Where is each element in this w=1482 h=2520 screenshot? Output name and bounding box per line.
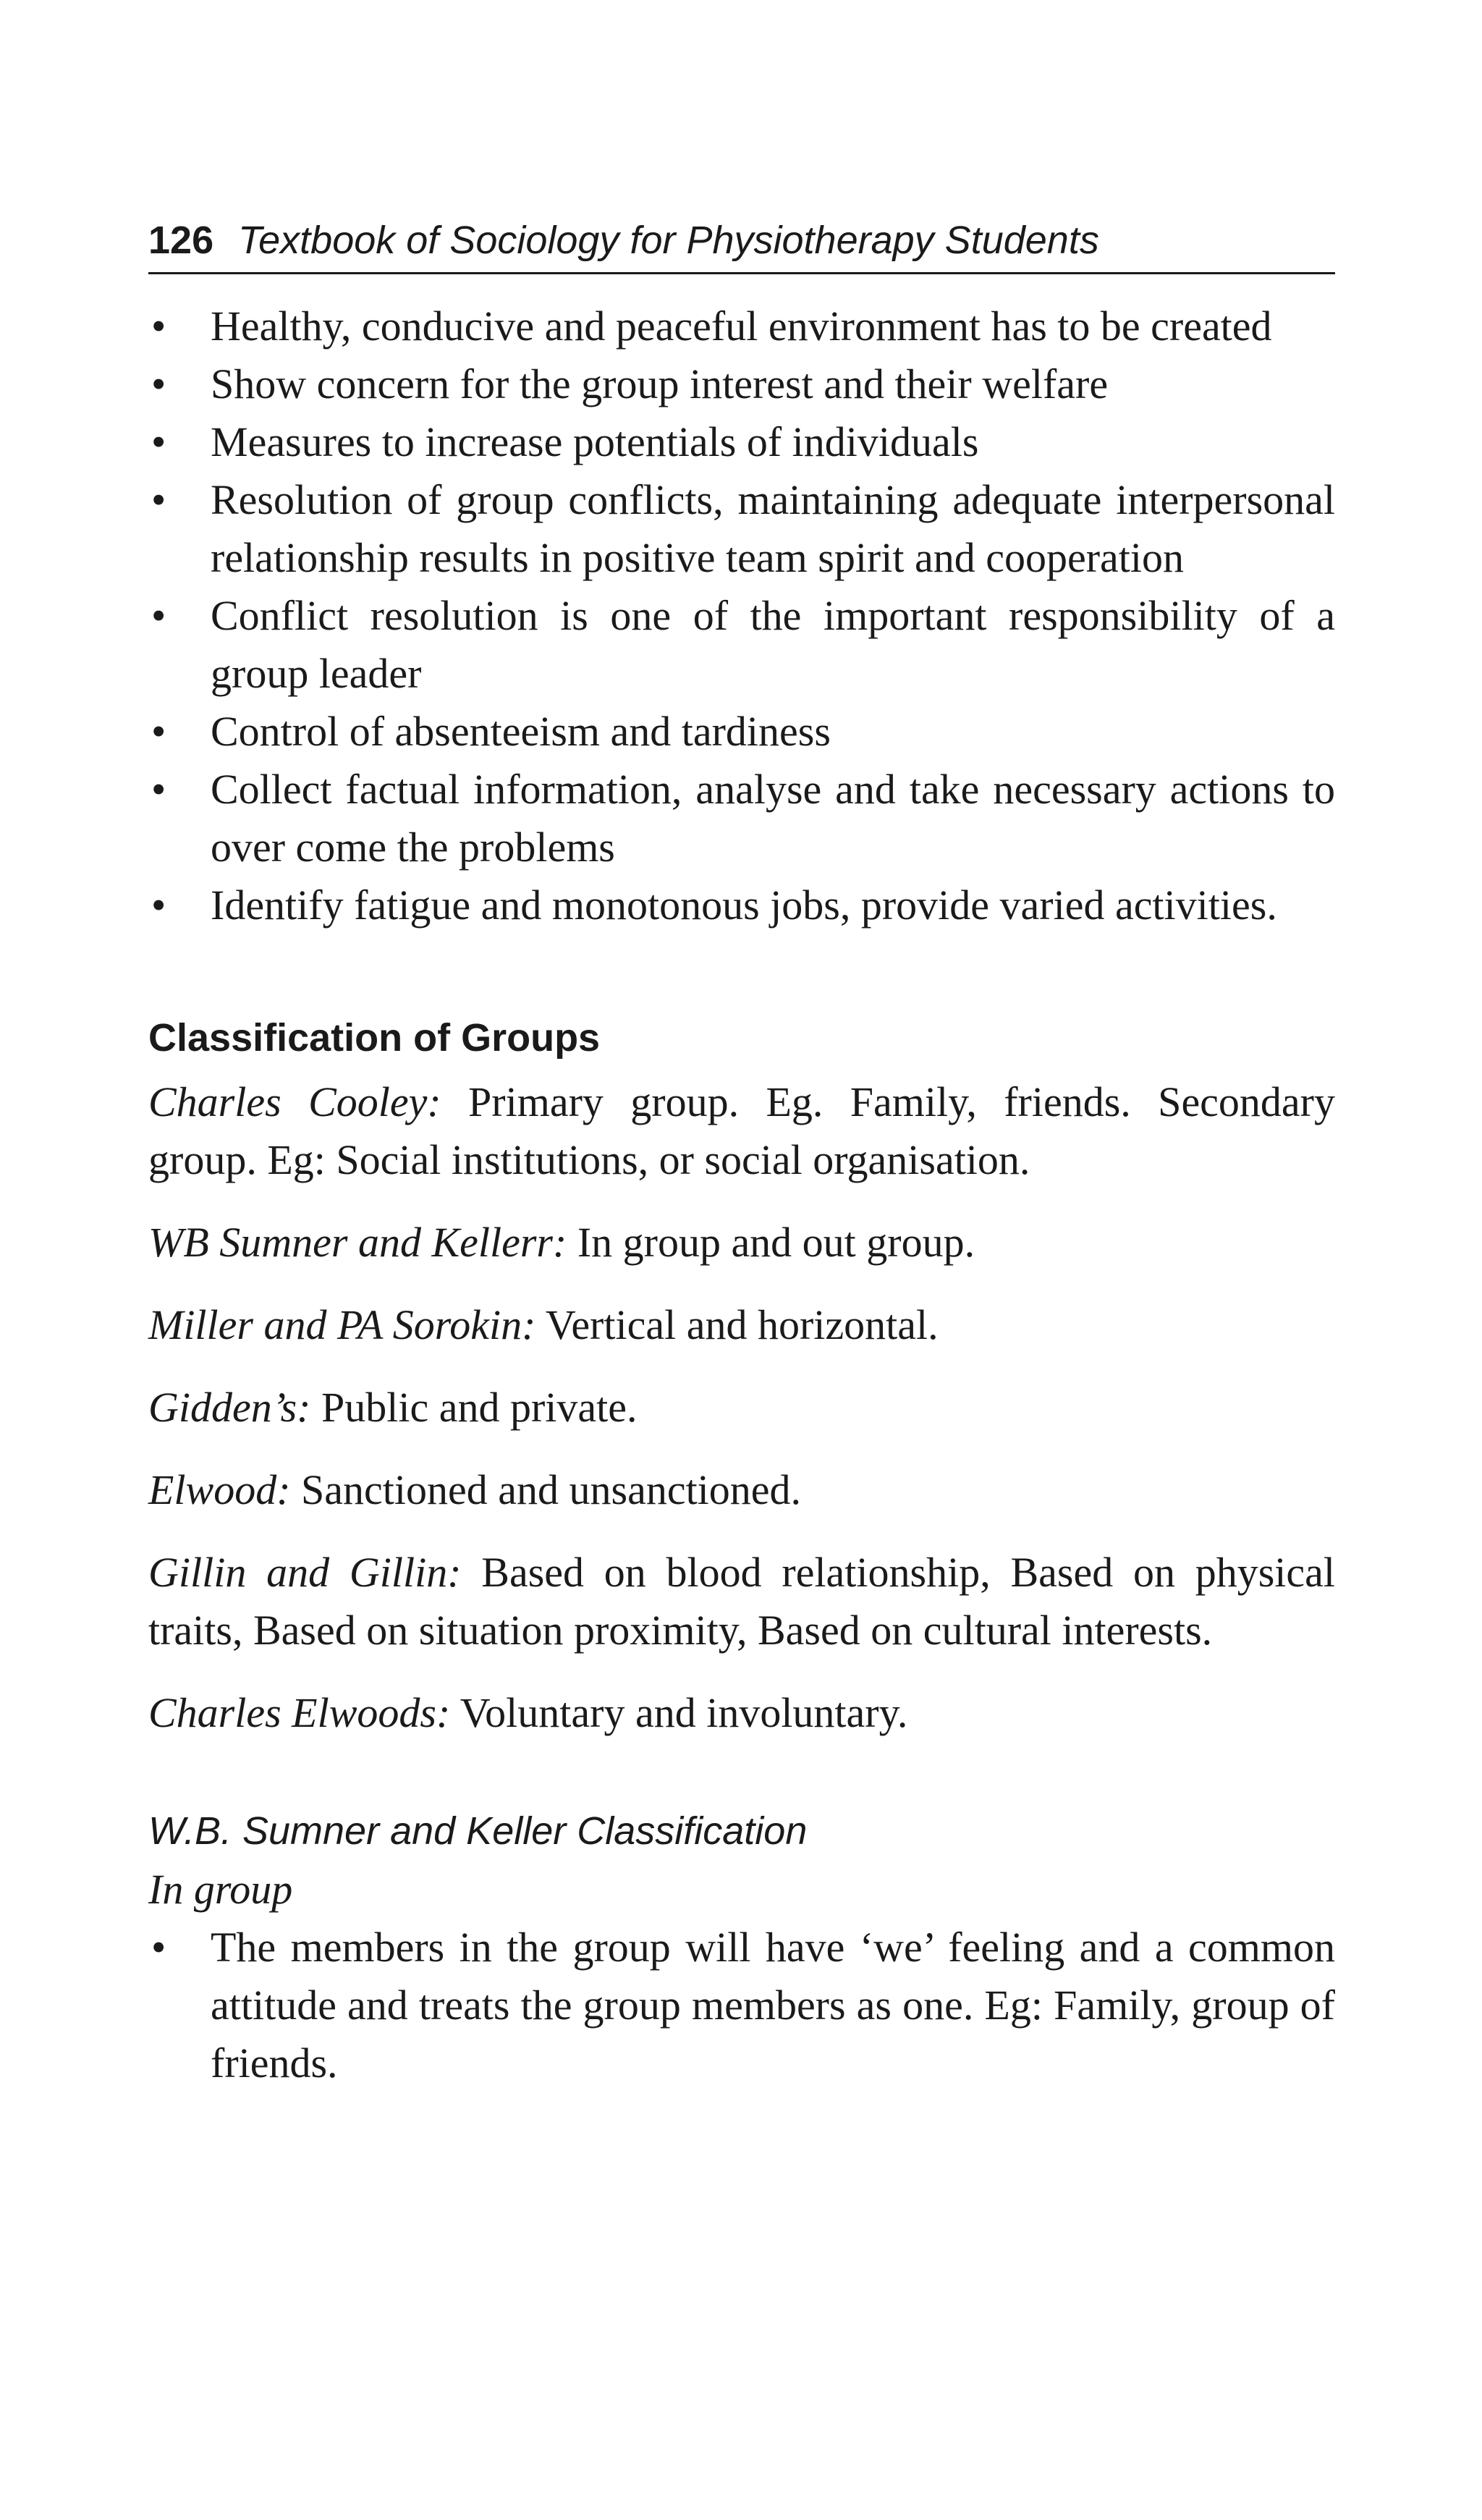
classification-entry [148, 1379, 1335, 1437]
bullet-list-responsibilities [148, 297, 1335, 934]
list-item-text: Conflict resolution is one of the important responsibility of a group leader [211, 592, 1335, 697]
classification-entry [148, 1544, 1335, 1659]
list-item [148, 587, 1335, 703]
list-item-text: Healthy, conducive and peaceful environment has to be created [211, 303, 1272, 350]
bullet-icon: • [151, 476, 166, 523]
classification-text: Voluntary and involuntary. [450, 1689, 908, 1736]
bullet-icon: • [151, 303, 166, 350]
classification-entry [148, 1073, 1335, 1189]
bullet-list-in-group [148, 1919, 1335, 2092]
list-item-text: Collect factual information, analyse and take necessary actions to over come the problems [211, 766, 1335, 871]
list-item-text: Resolution of group conflicts, maintaining adequate interpersonal relationship results in positive team spirit and cooperation [211, 476, 1335, 581]
bullet-icon: • [151, 708, 166, 755]
list-item [148, 355, 1335, 413]
list-item-text: Show concern for the group interest and their welfare [211, 360, 1109, 407]
classification-author: Miller and PA Sorokin: [148, 1301, 536, 1348]
list-item [148, 703, 1335, 761]
list-item-text: The members in the group will have ‘we’ feeling and a common attitude and treats the group members as one. Eg: Family, group of friends. [211, 1924, 1335, 2086]
page [148, 217, 1335, 2092]
classification-entry [148, 1296, 1335, 1354]
classification-entry [148, 1461, 1335, 1519]
classification-author: Elwood: [148, 1466, 291, 1513]
classification-text: Primary group. Eg. Family, friends. Secondary group. Eg: Social institutions, or social organisation. [148, 1078, 1335, 1183]
classification-entry [148, 1214, 1335, 1272]
classification-entry [148, 1684, 1335, 1742]
list-item [148, 297, 1335, 355]
list-item [148, 761, 1335, 876]
classification-author: WB Sumner and Kellerr: [148, 1219, 567, 1266]
list-item [148, 1919, 1335, 2092]
bullet-icon: • [151, 592, 166, 639]
section-heading-sumner-keller: W.B. Sumner and Keller Classification [148, 1809, 808, 1853]
bullet-icon: • [151, 766, 166, 813]
classification-author: Charles Elwoods: [148, 1689, 451, 1736]
running-head [148, 217, 1335, 274]
classification-author: Gidden’s: [148, 1384, 311, 1431]
classification-text: Based on blood relationship, Based on physical traits, Based on situation proximity, Based on cultural interests. [148, 1549, 1336, 1654]
subheading-in-group: In group [148, 1866, 293, 1913]
book-title: Textbook of Sociology for Physiotherapy Students [238, 219, 1099, 262]
list-item-text: Measures to increase potentials of individuals [211, 418, 979, 465]
list-item [148, 471, 1335, 587]
bullet-icon: • [151, 418, 166, 465]
bullet-icon: • [151, 881, 166, 929]
section-heading-classification: Classification of Groups [148, 1016, 601, 1060]
classification-text: Sanctioned and unsanctioned. [290, 1466, 802, 1513]
list-item-text: Control of absenteeism and tardiness [211, 708, 831, 755]
list-item [148, 876, 1335, 934]
classification-text: Public and private. [310, 1384, 638, 1431]
list-item-text: Identify fatigue and monotonous jobs, provide varied activities. [211, 881, 1277, 929]
bullet-icon: • [151, 1924, 166, 1971]
bullet-icon: • [151, 360, 166, 407]
classification-author: Charles Cooley: [148, 1078, 441, 1125]
classification-author: Gillin and Gillin: [148, 1549, 462, 1596]
list-item [148, 413, 1335, 471]
page-number: 126 [148, 219, 214, 262]
classification-text: In group and out group. [567, 1219, 975, 1266]
classification-text: Vertical and horizontal. [535, 1301, 939, 1348]
